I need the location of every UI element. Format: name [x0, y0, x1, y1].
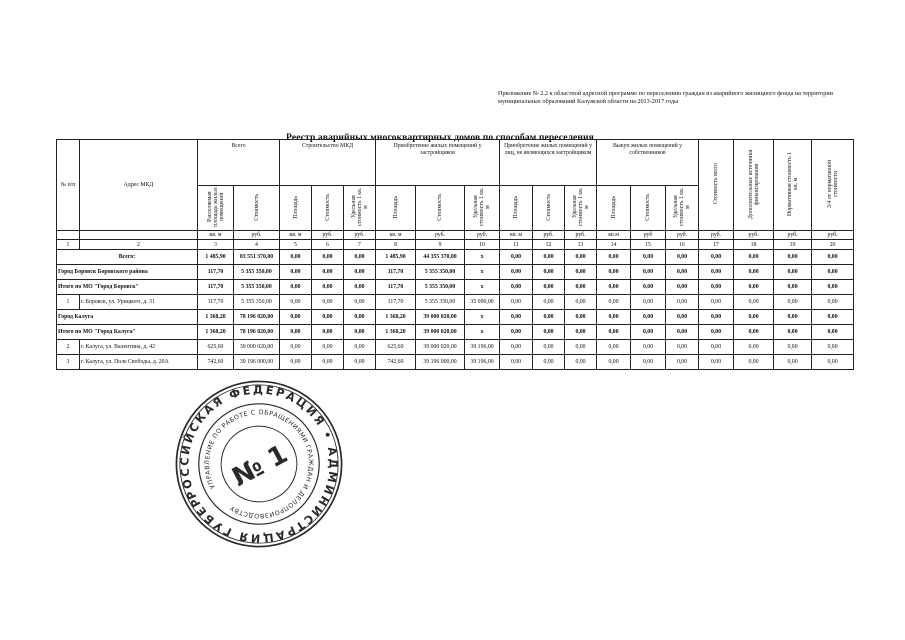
value-cell: 0,00	[533, 355, 565, 370]
header-cost-total-cell	[699, 140, 734, 231]
column-number: 18	[734, 240, 774, 250]
value-cell: 1 485,90	[198, 250, 234, 265]
value-cell: 83 551 370,00	[234, 250, 280, 265]
unit-cell: кв. м	[280, 231, 312, 240]
value-cell: 0,00	[631, 265, 666, 280]
table-row	[57, 355, 854, 370]
header-norm-cost: Нормативная стоимость 1 кв. м	[786, 152, 799, 216]
column-number: 3	[198, 240, 234, 250]
table-row	[57, 340, 854, 355]
value-cell: 0,00	[500, 280, 533, 295]
value-cell: 5 355 350,00	[234, 280, 280, 295]
table-body	[57, 231, 854, 370]
value-cell: 0,00	[631, 310, 666, 325]
row-address: г. Боровск, ул. Урицкого, д. 31	[80, 295, 198, 310]
row-label: Город Боровск Боровского района	[57, 265, 198, 280]
header-ratio: 3/4 от нормативной стоимости	[826, 160, 839, 208]
value-cell: x	[465, 265, 500, 280]
unit-cell: кв. м	[500, 231, 533, 240]
value-cell: 0,00	[734, 310, 774, 325]
header-mkd-unit: Удельная стоимость 1 кв. м	[350, 187, 369, 227]
value-cell: 0,00	[344, 250, 376, 265]
value-cell: 0,00	[500, 295, 533, 310]
header-bo-area: Площадь	[610, 195, 617, 219]
value-cell: 0,00	[774, 310, 812, 325]
seal-inner-text: УПРАВЛЕНИЕ ПО РАБОТЕ С ОБРАЩЕНИЯМИ ГРАЖДАН И ДЕЛОПРОИЗВОДСТВУ	[204, 409, 314, 519]
value-cell: 0,00	[812, 310, 854, 325]
unit-cell: руб.	[416, 231, 465, 240]
value-cell: 5 355 350,00	[416, 280, 465, 295]
value-cell: 0,00	[666, 325, 699, 340]
value-cell: 0,00	[565, 325, 597, 340]
value-cell: 0,00	[699, 340, 734, 355]
unit-cell: руб.	[734, 231, 774, 240]
column-number: 4	[234, 240, 280, 250]
column-number: 11	[500, 240, 533, 250]
value-cell: 625,60	[198, 340, 234, 355]
value-cell: 0,00	[312, 355, 344, 370]
value-cell: 0,00	[565, 340, 597, 355]
value-cell: 0,00	[734, 325, 774, 340]
value-cell: 1 485,90	[376, 250, 416, 265]
row-label: Итого по МО "Город Калуга"	[57, 325, 198, 340]
value-cell: 0,00	[774, 355, 812, 370]
value-cell: 117,70	[198, 280, 234, 295]
row-address: г. Калуга, ул. Поле Свободы, д. 20А	[80, 355, 198, 370]
value-cell: 5 355 350,00	[234, 265, 280, 280]
value-cell: 35 000,00	[465, 295, 500, 310]
value-cell: 742,60	[376, 355, 416, 370]
unit-cell: руб.	[812, 231, 854, 240]
unit-cell: кв. м	[198, 231, 234, 240]
unit-cell: руб.	[699, 231, 734, 240]
header-group-non-developer: Приобретение жилых помещений у лиц, не являющихся застройщиком	[500, 140, 597, 186]
value-cell: 0,00	[500, 355, 533, 370]
header-group-mkd: Строительство МКД	[280, 140, 376, 186]
value-cell: 0,00	[774, 295, 812, 310]
column-number: 9	[416, 240, 465, 250]
value-cell: 0,00	[631, 340, 666, 355]
value-cell: 0,00	[312, 280, 344, 295]
row-number: 3	[57, 355, 80, 370]
registry-table	[56, 139, 854, 370]
value-cell: 0,00	[699, 265, 734, 280]
unit-cell: кв.м	[597, 231, 631, 240]
value-cell: 0,00	[500, 265, 533, 280]
value-cell: 0,00	[597, 265, 631, 280]
column-number: 14	[597, 240, 631, 250]
value-cell: 39 196,00	[465, 355, 500, 370]
value-cell: 39 000 020,00	[234, 340, 280, 355]
value-cell: 0,00	[280, 280, 312, 295]
value-cell: 5 355 350,00	[234, 295, 280, 310]
value-cell: 39 196 000,00	[234, 355, 280, 370]
seal-number: № 1	[227, 439, 293, 493]
appendix-note: Приложение № 2.2 к областной адресной программе по переселению граждан из аварийного жилищного фонда на территории муниципальных образований Калужской области на 2013-2017 годы	[498, 90, 833, 105]
value-cell: 0,00	[312, 340, 344, 355]
value-cell: 0,00	[344, 265, 376, 280]
header-extra-sources: Дополнительные источники финансирования	[747, 149, 760, 219]
value-cell: 39 000 020,00	[416, 325, 465, 340]
value-cell: 0,00	[734, 295, 774, 310]
header-num: № п/п	[57, 140, 80, 231]
value-cell: 0,00	[533, 280, 565, 295]
value-cell: 39 196 000,00	[416, 355, 465, 370]
row-label: Всего:	[57, 250, 198, 265]
header-dev-area: Площадь	[392, 195, 399, 219]
official-seal	[173, 378, 345, 550]
value-cell: 0,00	[597, 355, 631, 370]
row-label: Город Калуга	[57, 310, 198, 325]
value-cell: 0,00	[344, 310, 376, 325]
row-address: г. Калуга, ул. Валентина, д. 42	[80, 340, 198, 355]
value-cell: 0,00	[666, 280, 699, 295]
units-empty-address	[80, 231, 198, 240]
value-cell: 0,00	[774, 250, 812, 265]
value-cell: 0,00	[312, 295, 344, 310]
table-header	[57, 140, 854, 231]
value-cell: 0,00	[699, 310, 734, 325]
value-cell: 0,00	[344, 355, 376, 370]
header-mkd-cost: Стоимость	[324, 193, 331, 221]
value-cell: 0,00	[699, 355, 734, 370]
value-cell: 0,00	[812, 355, 854, 370]
value-cell: 0,00	[500, 340, 533, 355]
value-cell: 1 368,20	[198, 310, 234, 325]
value-cell: 0,00	[734, 265, 774, 280]
value-cell: 0,00	[774, 280, 812, 295]
value-cell: 0,00	[280, 325, 312, 340]
value-cell: 0,00	[631, 295, 666, 310]
row-label: Итого по МО "Город Боровск"	[57, 280, 198, 295]
value-cell: 0,00	[597, 295, 631, 310]
value-cell: x	[465, 250, 500, 265]
value-cell: 117,70	[198, 295, 234, 310]
seal-outer-text: РОССИЙСКАЯ ФЕДЕРАЦИЯ • АДМИНИСТРАЦИЯ ГУБЕРНАТОРА	[178, 383, 340, 545]
value-cell: 0,00	[533, 310, 565, 325]
value-cell: 0,00	[533, 265, 565, 280]
value-cell: 0,00	[597, 340, 631, 355]
header-mkd-area: Площадь	[292, 195, 299, 219]
value-cell: 0,00	[666, 265, 699, 280]
header-norm-cell	[774, 140, 812, 231]
value-cell: 0,00	[631, 355, 666, 370]
value-cell: 0,00	[597, 310, 631, 325]
value-cell: 0,00	[734, 355, 774, 370]
value-cell: 0,00	[631, 325, 666, 340]
header-nd-area: Площадь	[513, 195, 520, 219]
value-cell: 0,00	[597, 280, 631, 295]
value-cell: 0,00	[774, 340, 812, 355]
value-cell: 78 196 020,00	[234, 325, 280, 340]
column-number: 6	[312, 240, 344, 250]
value-cell: 0,00	[631, 250, 666, 265]
header-dev-unit: Удельная стоимость 1 кв. м	[473, 187, 492, 227]
header-nd-unit: Удельная стоимость 1 кв. м	[571, 187, 590, 227]
value-cell: 0,00	[734, 280, 774, 295]
value-cell: 1 368,20	[198, 325, 234, 340]
value-cell: 0,00	[699, 295, 734, 310]
header-extra-cell	[734, 140, 774, 231]
value-cell: 0,00	[533, 340, 565, 355]
value-cell: 0,00	[565, 280, 597, 295]
value-cell: 0,00	[280, 295, 312, 310]
value-cell: 0,00	[734, 340, 774, 355]
column-number: 5	[280, 240, 312, 250]
value-cell: 742,60	[198, 355, 234, 370]
value-cell: 0,00	[774, 265, 812, 280]
value-cell: 0,00	[597, 250, 631, 265]
unit-cell: руб.	[312, 231, 344, 240]
value-cell: 0,00	[734, 250, 774, 265]
value-cell: 0,00	[280, 265, 312, 280]
value-cell: 0,00	[812, 295, 854, 310]
total-row	[57, 250, 854, 265]
value-cell: 5 355 350,00	[416, 295, 465, 310]
value-cell: 0,00	[597, 325, 631, 340]
column-number: 20	[812, 240, 854, 250]
unit-cell: руб.	[344, 231, 376, 240]
column-number: 13	[565, 240, 597, 250]
value-cell: 0,00	[500, 250, 533, 265]
row-number: 2	[57, 340, 80, 355]
value-cell: 0,00	[565, 250, 597, 265]
column-number: 8	[376, 240, 416, 250]
value-cell: 0,00	[280, 250, 312, 265]
value-cell: 0,00	[565, 355, 597, 370]
value-cell: 0,00	[666, 355, 699, 370]
header-address: Адрес МКД	[80, 140, 198, 231]
units-empty-num	[57, 231, 80, 240]
value-cell: 39 000 020,00	[416, 340, 465, 355]
value-cell: 78 196 020,00	[234, 310, 280, 325]
value-cell: 0,00	[533, 295, 565, 310]
value-cell: x	[465, 325, 500, 340]
value-cell: 44 355 370,00	[416, 250, 465, 265]
value-cell: 0,00	[666, 295, 699, 310]
value-cell: 117,70	[198, 265, 234, 280]
value-cell: x	[465, 280, 500, 295]
value-cell: 39 196,00	[465, 340, 500, 355]
value-cell: 1 368,20	[376, 325, 416, 340]
value-cell: 0,00	[312, 310, 344, 325]
unit-cell: кв. м	[376, 231, 416, 240]
header-total-area: Расселяемая площадь жилых помещений	[206, 187, 225, 227]
value-cell: 0,00	[666, 250, 699, 265]
value-cell: 0,00	[631, 280, 666, 295]
value-cell: 0,00	[812, 325, 854, 340]
value-cell: 0,00	[344, 325, 376, 340]
column-number: 12	[533, 240, 565, 250]
value-cell: 0,00	[280, 310, 312, 325]
header-ratio-cell	[812, 140, 854, 231]
header-dev-cost: Стоимость	[437, 193, 444, 221]
value-cell: 0,00	[344, 295, 376, 310]
value-cell: 0,00	[344, 280, 376, 295]
value-cell: 0,00	[699, 280, 734, 295]
table-row	[57, 295, 854, 310]
value-cell: 0,00	[312, 265, 344, 280]
header-total-cost: Стоимость	[253, 193, 260, 221]
header-cost-total: Стоимость всего	[713, 163, 720, 205]
header-bo-cost: Стоимость	[645, 193, 652, 221]
unit-cell: руб	[631, 231, 666, 240]
value-cell: 0,00	[812, 250, 854, 265]
value-cell: 0,00	[500, 310, 533, 325]
value-cell: 0,00	[312, 325, 344, 340]
column-number: 16	[666, 240, 699, 250]
header-nd-cost: Стоимость	[545, 193, 552, 221]
unit-cell: руб.	[465, 231, 500, 240]
value-cell: 0,00	[565, 295, 597, 310]
unit-cell: руб.	[533, 231, 565, 240]
value-cell: 0,00	[565, 310, 597, 325]
page-title: Реестр аварийных многоквартирных домов по способам переселения	[286, 132, 594, 143]
value-cell: 117,70	[376, 265, 416, 280]
unit-cell: руб.	[666, 231, 699, 240]
column-number: 1	[57, 240, 80, 250]
value-cell: 625,60	[376, 340, 416, 355]
column-number: 2	[80, 240, 198, 250]
value-cell: 0,00	[565, 265, 597, 280]
unit-cell: руб.	[234, 231, 280, 240]
value-cell: 0,00	[344, 340, 376, 355]
subtotal-row	[57, 265, 854, 280]
header-group-buyout: Выкуп жилых помещений у собственников	[597, 140, 699, 186]
value-cell: 0,00	[280, 355, 312, 370]
value-cell: 1 368,20	[376, 310, 416, 325]
unit-cell: руб.	[565, 231, 597, 240]
column-numbers-row	[57, 240, 854, 250]
value-cell: 0,00	[533, 250, 565, 265]
value-cell: x	[465, 310, 500, 325]
subtotal-row	[57, 325, 854, 340]
header-bo-unit: Удельная стоимость 1 кв. м	[673, 187, 692, 227]
value-cell: 5 355 350,00	[416, 265, 465, 280]
column-number: 7	[344, 240, 376, 250]
value-cell: 0,00	[533, 325, 565, 340]
value-cell: 0,00	[812, 265, 854, 280]
units-row	[57, 231, 854, 240]
value-cell: 0,00	[699, 250, 734, 265]
value-cell: 117,70	[376, 280, 416, 295]
header-group-developer: Приобретение жилых помещений у застройщиков	[376, 140, 500, 186]
value-cell: 0,00	[280, 340, 312, 355]
value-cell: 0,00	[812, 340, 854, 355]
value-cell: 39 000 020,00	[416, 310, 465, 325]
subtotal-row	[57, 310, 854, 325]
value-cell: 0,00	[312, 250, 344, 265]
unit-cell: руб.	[774, 231, 812, 240]
column-number: 15	[631, 240, 666, 250]
value-cell: 117,70	[376, 295, 416, 310]
row-number: 1	[57, 295, 80, 310]
column-number: 19	[774, 240, 812, 250]
value-cell: 0,00	[774, 325, 812, 340]
value-cell: 0,00	[812, 280, 854, 295]
value-cell: 0,00	[666, 310, 699, 325]
column-number: 10	[465, 240, 500, 250]
value-cell: 0,00	[500, 325, 533, 340]
subtotal-row	[57, 280, 854, 295]
column-number: 17	[699, 240, 734, 250]
value-cell: 0,00	[699, 325, 734, 340]
header-group-total: Всего	[198, 140, 280, 186]
value-cell: 0,00	[666, 340, 699, 355]
